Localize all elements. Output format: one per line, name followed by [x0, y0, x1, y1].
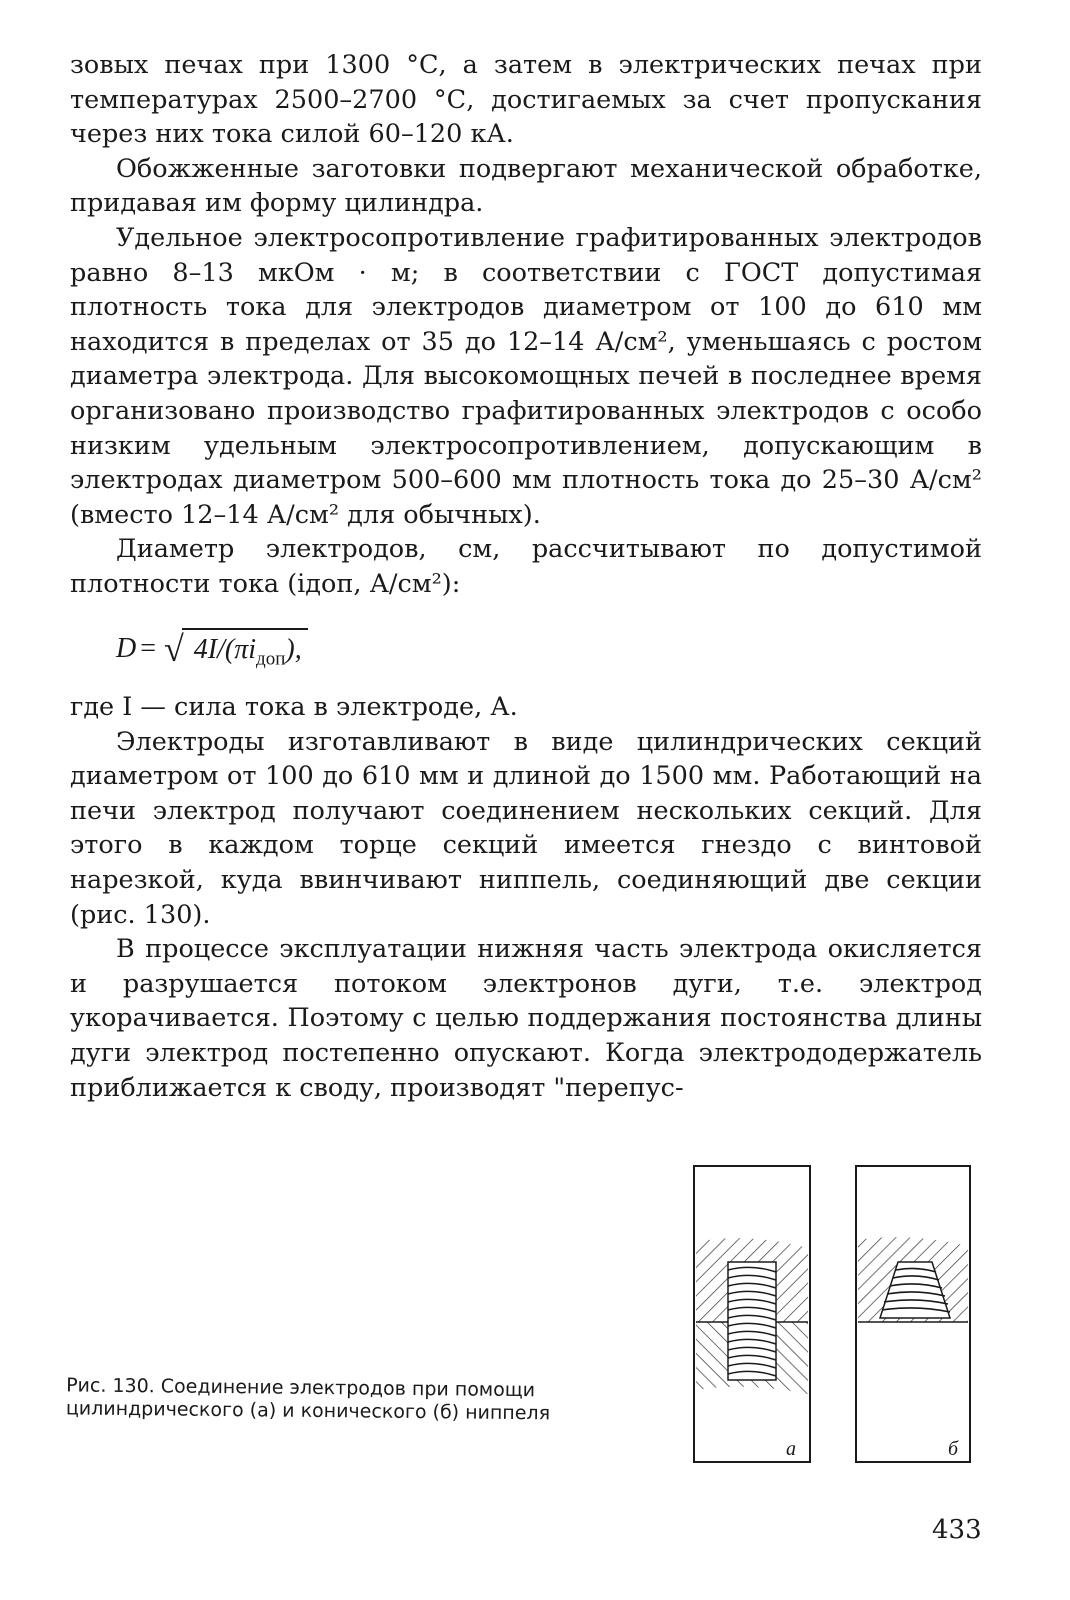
figure-a-cylindrical-nipple: [694, 1166, 810, 1462]
body-text-top: [70, 48, 982, 602]
formula-radicand: [182, 628, 308, 671]
formula-subscript: доп: [256, 648, 286, 670]
diameter-formula: [116, 614, 308, 684]
page-number: 433: [932, 1515, 982, 1545]
body-text-bottom: [70, 690, 982, 1105]
paragraph-continued: зовых печах при 1300 °С, а затем в электрических печах при температурах 2500–2700 °С, достигаемых за счет пропускания через них тока силой 60–120 кА.: [70, 50, 982, 150]
formula-lhs: D: [116, 633, 137, 664]
paragraph-operation: В процессе эксплуатации нижняя часть электрода окисляется и разрушается потоком электронов дуги, т.е. электрод укорачивается. Поэтому с целью поддержания постоянства длины дуги электрод постепенно опускают. Когда электрододержатель приближается к своду, производят "перепус-: [70, 934, 982, 1103]
formula-close: ),: [285, 633, 302, 665]
electrode-nipple-figure: [688, 1162, 978, 1472]
paragraph-diameter-intro: Диаметр электродов, см, рассчитывают по допустимой плотности тока (iдоп, А/см²):: [70, 534, 982, 599]
figure-b-conical-nipple: [856, 1166, 970, 1462]
paragraph-where: где I — сила тока в электроде, А.: [70, 692, 518, 722]
paragraph-resistivity: Удельное электросопротивление графитированных электродов равно 8–13 мкОм · м; в соответствии с ГОСТ допустимая плотность тока для электродов диаметром от 100 до 610 мм находится в пределах от 35 до 12–14 А/см², уменьшаясь с ростом диаметра электрода. Для высокомощных печей в последнее время организовано производство графитированных электродов с особо низким удельным электросопротивлением, допускающим в электродах диаметром 500–600 мм плотность тока до 25–30 А/см² (вместо 12–14 А/см² для обычных).: [70, 222, 982, 530]
figure-a-label: а: [786, 1438, 796, 1460]
formula-equals: =: [140, 633, 157, 664]
figure-b-label: б: [948, 1438, 959, 1460]
figure-caption: Рис. 130. Соединение электродов при помощи цилиндрического (а) и конического (б) ниппеля: [65, 1374, 551, 1425]
paragraph-sections: Электроды изготавливают в виде цилиндрических секций диаметром от 100 до 610 мм и длиной до 1500 мм. Работающий на печи электрод получают соединением нескольких секций. Для этого в каждом торце секций имеется гнездо с винтовой нарезкой, куда ввинчивают ниппель, соединяющий две секции (рис. 130).: [70, 726, 982, 930]
formula-body: 4I/(πi: [193, 633, 257, 665]
paragraph-machining: Обожженные заготовки подвергают механической обработке, придавая им форму цилиндра.: [70, 153, 982, 219]
sqrt-sign: √: [164, 629, 184, 669]
